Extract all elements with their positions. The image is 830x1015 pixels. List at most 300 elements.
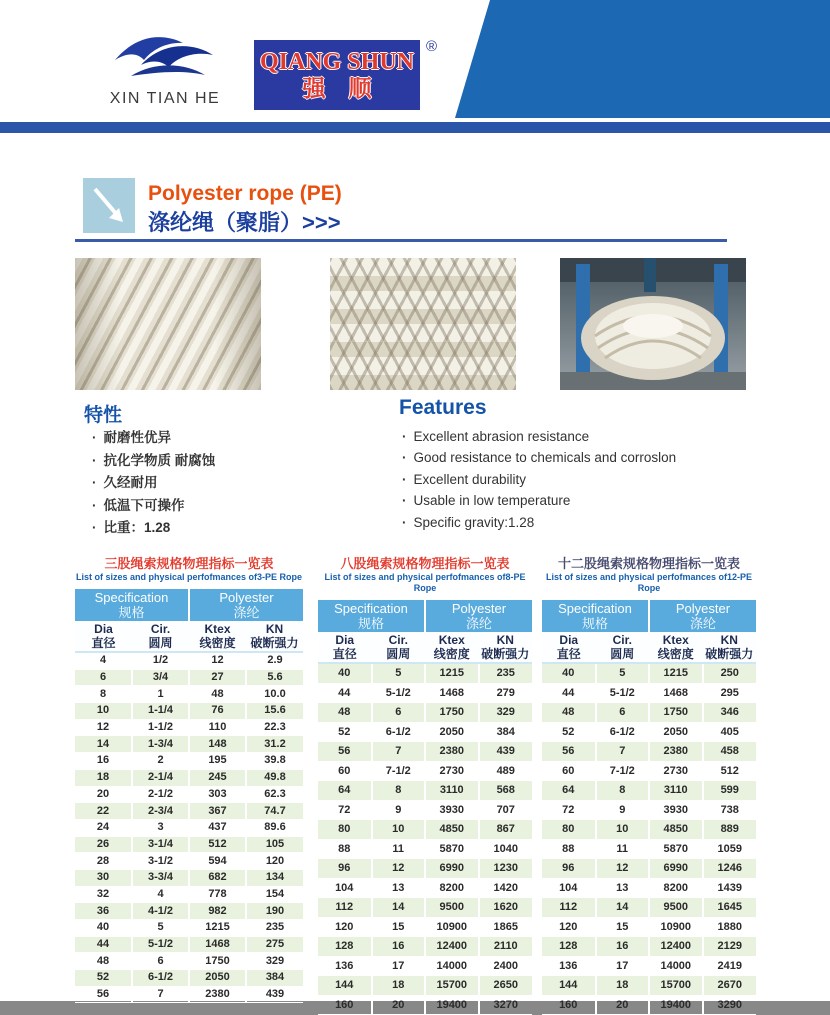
table-cell: 4 [75, 652, 132, 669]
table-cell: 27 [189, 669, 246, 686]
table-cell: 10.0 [246, 686, 303, 703]
table-cell: 512 [703, 761, 757, 781]
table-cell: 112 [318, 898, 372, 918]
table-row [318, 898, 532, 918]
features-list-cn [92, 427, 215, 540]
table-cell: 1059 [703, 839, 757, 859]
table-cell: 1468 [189, 936, 246, 953]
table-cell: 16 [596, 937, 650, 957]
table-cell: 120 [246, 853, 303, 870]
table-cell: 72 [542, 800, 596, 820]
table-cell: 96 [542, 859, 596, 879]
column-group-header: Polyester 涤纶 [425, 600, 532, 632]
table-cell: 52 [75, 970, 132, 987]
table-row [318, 859, 532, 879]
table-cell: 15.6 [246, 703, 303, 720]
feature-item: · 低温下可操作 [92, 495, 215, 518]
table-cell: 2380 [649, 742, 703, 762]
table-cell: 9500 [649, 898, 703, 918]
table-cell: 8200 [649, 878, 703, 898]
table-cell: 12 [189, 652, 246, 669]
features-list-en [402, 426, 676, 533]
table-cell: 6 [132, 953, 189, 970]
table-cell: 2050 [425, 722, 479, 742]
company-logo [90, 30, 240, 108]
header-blue-bar [0, 122, 830, 133]
table-cell: 12400 [649, 937, 703, 957]
spec-table-3-strand [75, 556, 303, 1001]
column-group-header: Specification 规格 [75, 589, 189, 621]
table-row [542, 937, 756, 957]
column-header: Ktex 线密度 [189, 621, 246, 652]
table-cell: 31.2 [246, 736, 303, 753]
table-cell: 384 [479, 722, 533, 742]
table-cell: 3-1/4 [132, 836, 189, 853]
feature-item: · Excellent durability [402, 469, 676, 490]
table-cell: 1865 [479, 917, 533, 937]
table-cell: 738 [703, 800, 757, 820]
table-cell: 8 [75, 686, 132, 703]
table-cell: 56 [542, 742, 596, 762]
table-row [75, 836, 303, 853]
table-cell: 76 [189, 703, 246, 720]
table-cell: 329 [479, 703, 533, 723]
table-cell: 367 [189, 803, 246, 820]
table-row [542, 800, 756, 820]
table-cell: 594 [189, 853, 246, 870]
table-cell: 30 [75, 869, 132, 886]
table-cell: 1620 [479, 898, 533, 918]
table-cell: 6990 [425, 859, 479, 879]
table-row [318, 820, 532, 840]
table-cell: 778 [189, 886, 246, 903]
table-cell: 96 [318, 859, 372, 879]
table-cell: 15 [596, 917, 650, 937]
table-cell: 40 [318, 663, 372, 683]
table-cell: 384 [246, 970, 303, 987]
table-row [75, 819, 303, 836]
table-cell: 12400 [425, 937, 479, 957]
table-cell: 3930 [425, 800, 479, 820]
table-cell: 8 [596, 781, 650, 801]
table-row [75, 803, 303, 820]
table-cell: 1246 [703, 859, 757, 879]
column-header: Ktex 线密度 [649, 632, 703, 663]
table-row [318, 722, 532, 742]
table-cell: 2730 [649, 761, 703, 781]
table-row [542, 898, 756, 918]
table-row [318, 995, 532, 1015]
table-row [542, 683, 756, 703]
table-cell: 10 [75, 703, 132, 720]
table-row [542, 703, 756, 723]
table-cell: 5870 [425, 839, 479, 859]
table-cell: 13 [372, 878, 426, 898]
table-cell: 6-1/2 [596, 722, 650, 742]
table-cell: 134 [246, 869, 303, 886]
feature-item: · 抗化学物质 耐腐蚀 [92, 450, 215, 473]
table-cell: 62.3 [246, 786, 303, 803]
table-cell: 15700 [649, 976, 703, 996]
table-cell: 15 [372, 917, 426, 937]
table-row [75, 903, 303, 920]
table-cell: 3-1/2 [132, 853, 189, 870]
table-cell: 7-1/2 [372, 761, 426, 781]
table-cell: 6-1/2 [132, 970, 189, 987]
column-header: Ktex 线密度 [425, 632, 479, 663]
table-row [318, 956, 532, 976]
column-header: KN 破断强力 [703, 632, 757, 663]
table-row [75, 652, 303, 669]
table-cell: 1439 [703, 878, 757, 898]
table-cell: 2400 [479, 956, 533, 976]
table-cell: 18 [75, 769, 132, 786]
table-cell: 44 [542, 683, 596, 703]
table-cell: 120 [542, 917, 596, 937]
table-cell: 275 [246, 936, 303, 953]
table-cell: 6 [596, 703, 650, 723]
product-title-cn: 涤纶绳（聚脂）>>> [148, 210, 341, 235]
table-cell: 329 [246, 953, 303, 970]
table-cell: 6 [372, 703, 426, 723]
table-cell: 599 [703, 781, 757, 801]
table-cell: 154 [246, 886, 303, 903]
table-cell: 20 [75, 786, 132, 803]
table-cell: 80 [542, 820, 596, 840]
spec-table-12-strand [542, 556, 756, 1011]
table-cell: 17 [372, 956, 426, 976]
table-cell: 60 [318, 761, 372, 781]
table-row [318, 800, 532, 820]
table-cell: 3290 [703, 995, 757, 1015]
table-row [318, 937, 532, 957]
table-cell: 49.8 [246, 769, 303, 786]
table-cell: 2-1/2 [132, 786, 189, 803]
table-cell: 19400 [649, 995, 703, 1015]
table-row [75, 953, 303, 970]
table-cell: 40 [542, 663, 596, 683]
registered-trademark-icon: ® [426, 38, 438, 55]
table-cell: 512 [189, 836, 246, 853]
feature-item: · 耐磨性优异 [92, 427, 215, 450]
table-cell: 568 [479, 781, 533, 801]
table-row [318, 663, 532, 683]
table-cell: 1468 [425, 683, 479, 703]
table-title-en: List of sizes and physical perfofmances of12-PE Rope [545, 572, 753, 593]
table-cell: 245 [189, 769, 246, 786]
table-row [75, 970, 303, 987]
rope-coil-machine-photo [560, 258, 746, 390]
product-title-en: Polyester rope (PE) [148, 182, 342, 205]
feature-item: · Specific gravity:1.28 [402, 512, 676, 533]
table-row [542, 663, 756, 683]
table-cell: 235 [246, 920, 303, 937]
table-cell: 5 [132, 920, 189, 937]
table-cell: 9 [372, 800, 426, 820]
table-cell: 20 [596, 995, 650, 1015]
table-cell: 14 [596, 898, 650, 918]
table-row [75, 769, 303, 786]
table-cell: 56 [318, 742, 372, 762]
table-row [542, 859, 756, 879]
table-row [75, 786, 303, 803]
table-cell: 867 [479, 820, 533, 840]
table-cell: 11 [372, 839, 426, 859]
table-cell: 2380 [425, 742, 479, 762]
table-title-en: List of sizes and physical perfofmances of3-PE Rope [75, 572, 303, 582]
table-cell: 439 [246, 986, 303, 1003]
table-cell: 1040 [479, 839, 533, 859]
features-heading-cn: 特性 [84, 405, 123, 426]
table-cell: 489 [479, 761, 533, 781]
table-row [75, 686, 303, 703]
table-row [75, 669, 303, 686]
table-row [318, 703, 532, 723]
table-cell: 1 [132, 686, 189, 703]
table-cell: 235 [479, 663, 533, 683]
table-cell: 1-3/4 [132, 736, 189, 753]
table-cell: 160 [542, 995, 596, 1015]
table-cell: 18 [596, 976, 650, 996]
features-heading-en: Features [399, 396, 487, 419]
table-cell: 20 [372, 995, 426, 1015]
table-cell: 346 [703, 703, 757, 723]
table-cell: 1468 [649, 683, 703, 703]
table-cell: 4850 [649, 820, 703, 840]
table-cell: 13 [596, 878, 650, 898]
table-cell: 1750 [649, 703, 703, 723]
table-cell: 48 [189, 686, 246, 703]
table-cell: 707 [479, 800, 533, 820]
table-cell: 44 [75, 936, 132, 953]
column-header: Cir. 圆周 [596, 632, 650, 663]
column-header: Cir. 圆周 [132, 621, 189, 652]
table-cell: 136 [542, 956, 596, 976]
table-cell: 39.8 [246, 753, 303, 770]
table-cell: 8 [372, 781, 426, 801]
table-cell: 5.6 [246, 669, 303, 686]
table-row [318, 976, 532, 996]
table-row [318, 742, 532, 762]
table-cell: 3/4 [132, 669, 189, 686]
table-cell: 14000 [425, 956, 479, 976]
table-cell: 17 [596, 956, 650, 976]
brand-name-cn: 强 顺 [302, 75, 372, 101]
table-cell: 148 [189, 736, 246, 753]
table-cell: 144 [542, 976, 596, 996]
table-cell: 2-1/4 [132, 769, 189, 786]
title-underline [75, 239, 727, 242]
table-cell: 2 [132, 753, 189, 770]
table-cell: 28 [75, 853, 132, 870]
table-row [542, 917, 756, 937]
table-cell: 279 [479, 683, 533, 703]
table-row [75, 986, 303, 1003]
table-cell: 60 [542, 761, 596, 781]
table-cell: 9500 [425, 898, 479, 918]
table-cell: 7 [132, 986, 189, 1003]
table-cell: 303 [189, 786, 246, 803]
table-cell: 2129 [703, 937, 757, 957]
table-cell: 88 [542, 839, 596, 859]
column-header: Cir. 圆周 [372, 632, 426, 663]
table-cell: 889 [703, 820, 757, 840]
table-cell: 4850 [425, 820, 479, 840]
table-cell: 3110 [425, 781, 479, 801]
table-cell: 5870 [649, 839, 703, 859]
table-row [542, 781, 756, 801]
table-title-cn: 十二股绳索规格物理指标一览表 [557, 556, 740, 571]
table-cell: 110 [189, 719, 246, 736]
table-cell: 15700 [425, 976, 479, 996]
table-cell: 3 [132, 819, 189, 836]
table-cell: 48 [75, 953, 132, 970]
table-cell: 22 [75, 803, 132, 820]
column-header: Dia 直径 [318, 632, 372, 663]
table-cell: 10 [372, 820, 426, 840]
column-group-header: Polyester 涤纶 [649, 600, 756, 632]
table-cell: 7 [596, 742, 650, 762]
table-cell: 1880 [703, 917, 757, 937]
table-cell: 1215 [189, 920, 246, 937]
table-title-en: List of sizes and physical perfofmances of8-PE Rope [324, 572, 526, 593]
table-cell: 88 [318, 839, 372, 859]
table-row [542, 820, 756, 840]
table-cell: 5 [372, 663, 426, 683]
feature-item: · Usable in low temperature [402, 490, 676, 511]
table-row [318, 917, 532, 937]
table-cell: 2730 [425, 761, 479, 781]
table-cell: 2050 [189, 970, 246, 987]
table-cell: 3110 [649, 781, 703, 801]
spec-data-table [318, 600, 532, 1015]
table-cell: 104 [318, 878, 372, 898]
rope-3strand-photo [75, 258, 261, 390]
table-cell: 136 [318, 956, 372, 976]
table-cell: 36 [75, 903, 132, 920]
column-header: KN 破断强力 [246, 621, 303, 652]
table-cell: 24 [75, 819, 132, 836]
table-cell: 2650 [479, 976, 533, 996]
table-cell: 2670 [703, 976, 757, 996]
table-cell: 14000 [649, 956, 703, 976]
table-cell: 7 [372, 742, 426, 762]
table-cell: 1420 [479, 878, 533, 898]
table-cell: 437 [189, 819, 246, 836]
table-cell: 1645 [703, 898, 757, 918]
table-cell: 14 [75, 736, 132, 753]
table-cell: 1215 [649, 663, 703, 683]
table-cell: 10900 [425, 917, 479, 937]
table-cell: 16 [372, 937, 426, 957]
table-row [318, 839, 532, 859]
table-cell: 5-1/2 [132, 936, 189, 953]
table-cell: 4 [132, 886, 189, 903]
feature-item: · 久经耐用 [92, 472, 215, 495]
spec-table-8-strand [318, 556, 532, 1011]
table-cell: 439 [479, 742, 533, 762]
table-row [542, 976, 756, 996]
table-cell: 12 [596, 859, 650, 879]
table-cell: 22.3 [246, 719, 303, 736]
table-cell: 1-1/2 [132, 719, 189, 736]
table-cell: 1215 [425, 663, 479, 683]
table-cell: 18 [372, 976, 426, 996]
table-cell: 1750 [425, 703, 479, 723]
table-cell: 40 [75, 920, 132, 937]
table-row [318, 683, 532, 703]
table-row [75, 920, 303, 937]
table-cell: 5-1/2 [596, 683, 650, 703]
table-row [75, 703, 303, 720]
table-cell: 6990 [649, 859, 703, 879]
table-title-cn: 八股绳索规格物理指标一览表 [340, 556, 510, 571]
logo-text: XIN TIAN HE [109, 90, 221, 107]
table-row [75, 886, 303, 903]
table-cell: 64 [542, 781, 596, 801]
table-cell: 48 [318, 703, 372, 723]
table-cell: 2050 [649, 722, 703, 742]
table-cell: 1230 [479, 859, 533, 879]
table-cell: 16 [75, 753, 132, 770]
table-cell: 1/2 [132, 652, 189, 669]
column-group-header: Specification 规格 [542, 600, 649, 632]
feature-item: · Excellent abrasion resistance [402, 426, 676, 447]
table-cell: 14 [372, 898, 426, 918]
table-cell: 2.9 [246, 652, 303, 669]
spec-data-table [542, 600, 756, 1015]
table-cell: 2110 [479, 937, 533, 957]
table-cell: 128 [318, 937, 372, 957]
table-cell: 12 [75, 719, 132, 736]
table-title-cn: 三股绳索规格物理指标一览表 [104, 556, 274, 571]
diagonal-arrow-icon [83, 220, 135, 237]
table-cell: 2-3/4 [132, 803, 189, 820]
table-row [542, 722, 756, 742]
table-cell: 2380 [189, 986, 246, 1003]
column-group-header: Specification 规格 [318, 600, 425, 632]
table-cell: 3930 [649, 800, 703, 820]
table-row [75, 936, 303, 953]
table-cell: 982 [189, 903, 246, 920]
table-cell: 8200 [425, 878, 479, 898]
table-cell: 10900 [649, 917, 703, 937]
column-header: KN 破断强力 [479, 632, 533, 663]
table-cell: 19400 [425, 995, 479, 1015]
table-cell: 11 [596, 839, 650, 859]
column-header: Dia 直径 [542, 632, 596, 663]
brand-badge [254, 40, 420, 110]
table-cell: 144 [318, 976, 372, 996]
table-cell: 105 [246, 836, 303, 853]
table-cell: 295 [703, 683, 757, 703]
table-row [542, 956, 756, 976]
table-row [542, 839, 756, 859]
table-row [542, 761, 756, 781]
table-cell: 6-1/2 [372, 722, 426, 742]
table-row [75, 719, 303, 736]
table-cell: 10 [596, 820, 650, 840]
table-cell: 72 [318, 800, 372, 820]
table-row [318, 781, 532, 801]
table-row [542, 878, 756, 898]
brand-name-en: QIANG SHUN [259, 49, 415, 75]
table-row [75, 736, 303, 753]
table-cell: 32 [75, 886, 132, 903]
column-header: Dia 直径 [75, 621, 132, 652]
table-row [75, 869, 303, 886]
table-cell: 44 [318, 683, 372, 703]
